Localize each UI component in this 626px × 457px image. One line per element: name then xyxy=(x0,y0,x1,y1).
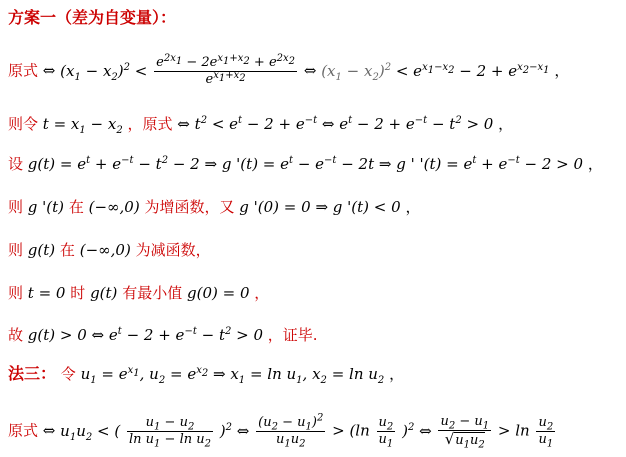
text-decreasing: 为减函数， xyxy=(135,241,211,259)
equation-line-9 xyxy=(8,414,557,449)
fraction-numerator: $u_2$ xyxy=(538,415,554,433)
equation-line-1 xyxy=(8,52,570,88)
text-let: 则令 xyxy=(8,115,39,133)
text-therefore: 故 xyxy=(8,326,24,344)
text-original: ，原式 xyxy=(127,115,173,133)
math-expr: g(t) > 0 ⇔ $e^t - 2 + e^{-t} - t^2 > 0$ xyxy=(27,326,264,344)
text-in: 在 xyxy=(59,241,75,259)
fraction-denominator: $u_1u_2$ xyxy=(275,432,306,450)
math-expr: > (ln xyxy=(332,421,370,440)
math-expr: )$^2$ ⇔ xyxy=(402,421,432,440)
fraction-denominator: $u_1$ xyxy=(378,432,394,450)
math-expr: g '(0) = 0 ⇒ g '(t) < 0 xyxy=(239,198,401,216)
text-in: 在 xyxy=(68,198,84,216)
math-expr: t = 0 xyxy=(27,284,66,302)
fraction-numerator: $u_2 - u_1$ xyxy=(440,414,490,432)
math-expr: g(t) xyxy=(90,284,118,302)
equiv-symbol: ⇔ xyxy=(42,421,56,440)
math-expr: $u_1 = e^{x_1}$, $u_2 = e^{x_2}$ ⇒ $x_1 = \ln u_1$, $x_2 = \ln u_2$ xyxy=(80,365,385,386)
fraction-denominator: $√u_1u_2$ xyxy=(444,430,485,451)
text-minimum: 有最小值 xyxy=(122,284,183,302)
math-expr: > ln xyxy=(497,421,530,440)
fraction-numerator: $u_2$ xyxy=(378,415,394,433)
method-three-title: 法三： xyxy=(8,364,57,383)
text-set: 设 xyxy=(8,155,24,173)
text-qed: ，证毕. xyxy=(267,326,318,344)
math-expr: $(x_1 - x_2)^2$ xyxy=(321,61,392,83)
equiv-symbol: ⇔ xyxy=(42,61,56,80)
math-expr: $t = x_1 - x_2$ xyxy=(42,115,123,136)
fraction xyxy=(127,415,213,448)
fraction-numerator: $e^{2x_1} - 2e^{x_1+x_2} + e^{2x_2}$ xyxy=(156,52,296,70)
equiv-symbol: ⇔ xyxy=(177,115,190,133)
math-expr: < $e^{x_1-x_2} - 2 + e^{x_2-x_1}$ xyxy=(395,61,550,80)
math-expr: g '(t) xyxy=(27,198,65,216)
math-expr: $t^2 < e^t - 2 + e^{-t}$ ⇔ $e^t - 2 + e^{-t} - t^2 > 0$ xyxy=(194,115,494,133)
text-then: 则 xyxy=(8,284,24,302)
fraction-numerator: $u_1 - u_2$ xyxy=(127,415,213,432)
equiv-symbol: ⇔ xyxy=(303,61,317,80)
math-expr: (−∞,0) xyxy=(88,198,140,216)
equation-line-7 xyxy=(8,325,318,345)
comma: ， xyxy=(498,115,514,133)
fraction-numerator: $(u_2 - u_1)^2$ xyxy=(258,412,324,433)
fraction-denominator: $e^{x_1+x_2}$ xyxy=(205,69,246,87)
math-expr: $g(t) = e^t + e^{-t} - t^2 - 2$ ⇒ g '$(t) = e^t - e^{-t} - 2t$ ⇒ g ' '$(t) = e^t + e^{-t} - 2 > 0$ xyxy=(27,155,584,173)
fraction-denominator: $\ln u_1 - \ln u_2$ xyxy=(129,432,211,450)
comma: ， xyxy=(389,365,405,383)
comma: ， xyxy=(254,284,270,302)
equation-line-4 xyxy=(8,197,420,217)
comma: ， xyxy=(587,155,603,173)
fraction xyxy=(536,415,555,448)
text-increasing: 为增函数，又 xyxy=(144,198,235,216)
text-let: 令 xyxy=(60,365,76,383)
fraction xyxy=(256,412,325,450)
fraction xyxy=(154,52,297,88)
text-then: 则 xyxy=(8,198,24,216)
equation-line-2 xyxy=(8,114,513,134)
math-expr: (−∞,0) xyxy=(79,241,131,259)
label-original: 原式 xyxy=(8,421,39,440)
text-then: 则 xyxy=(8,241,24,259)
equation-line-3 xyxy=(8,154,603,174)
math-expr: g(t) xyxy=(27,241,56,259)
math-expr: )$^2$ ⇔ xyxy=(219,421,250,440)
fraction-denominator: $u_1$ xyxy=(538,432,554,450)
comma: ， xyxy=(405,198,421,216)
equation-line-6 xyxy=(8,283,269,303)
math-expr: $(x_1 - x_2)^2$ < xyxy=(60,61,148,83)
math-expr: $u_1u_2$ < ( xyxy=(60,421,121,443)
math-expr: g(0) = 0 xyxy=(186,284,250,302)
equation-line-8 xyxy=(8,364,404,384)
fraction xyxy=(377,415,396,448)
fraction xyxy=(438,414,491,449)
text-when: 时 xyxy=(70,284,86,302)
section-title: 方案一（差为自变量）： xyxy=(8,8,177,27)
comma: ， xyxy=(554,61,570,80)
equation-line-5 xyxy=(8,240,211,260)
label-original: 原式 xyxy=(8,61,39,80)
